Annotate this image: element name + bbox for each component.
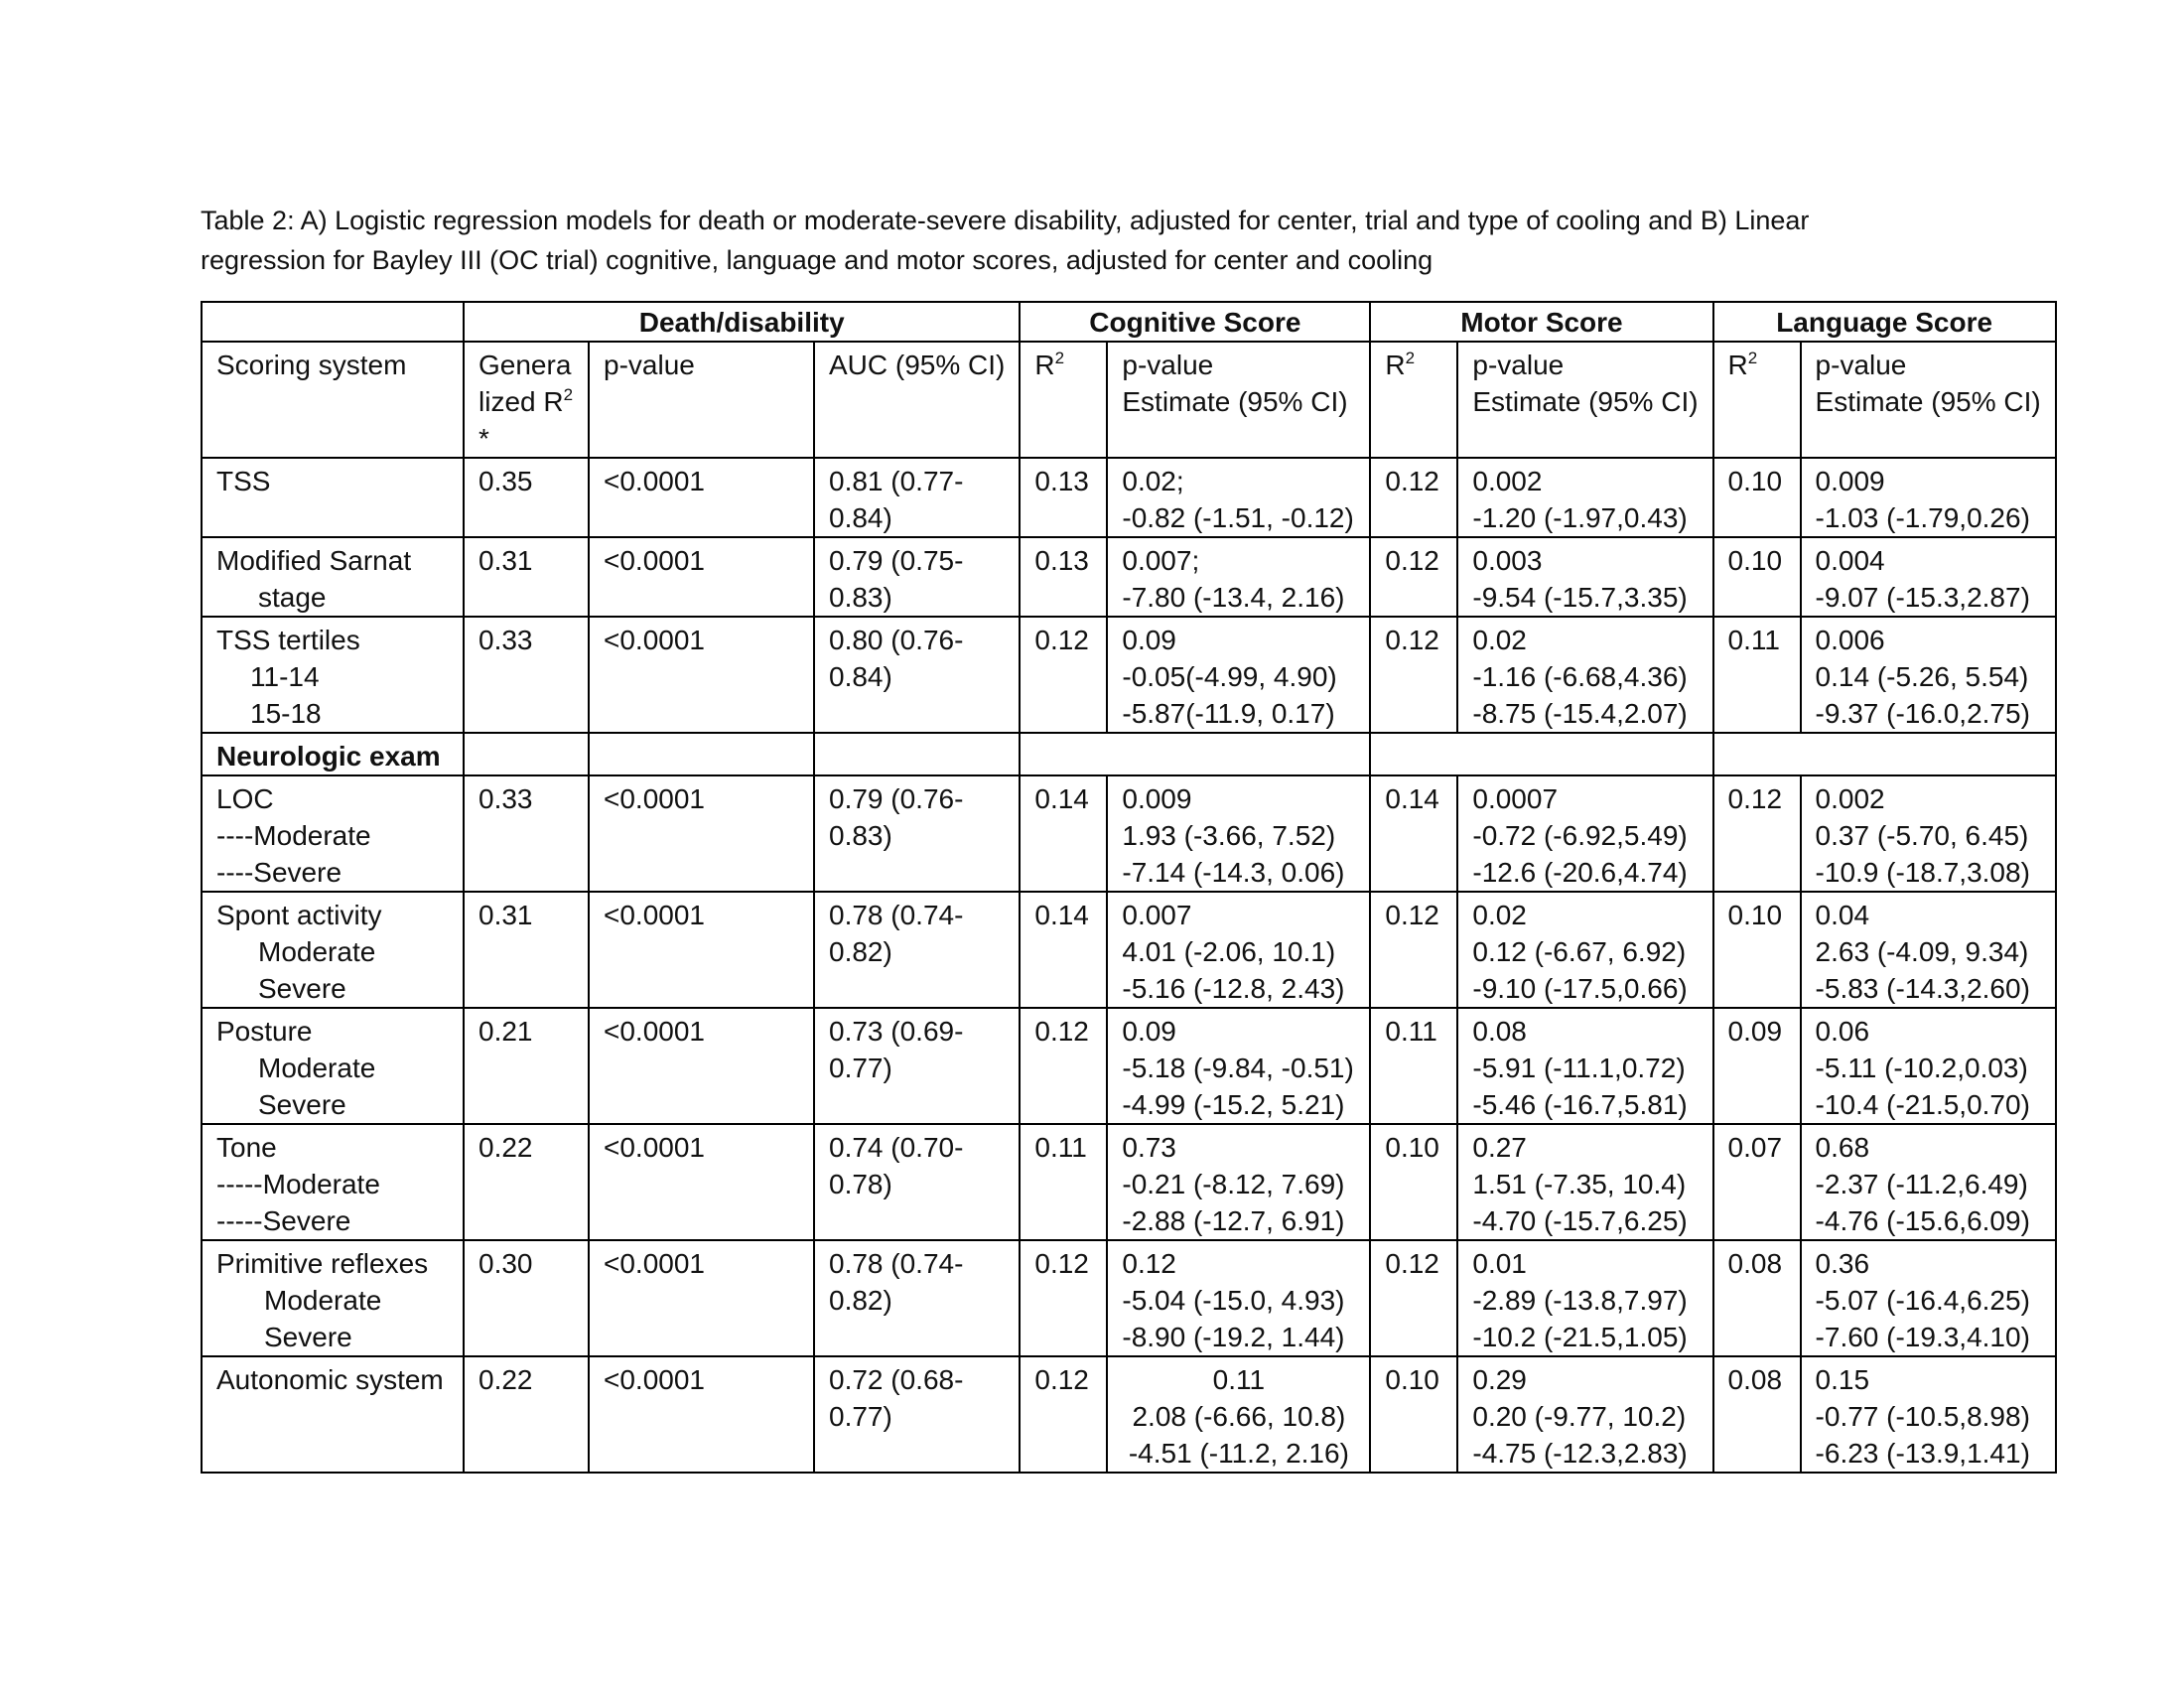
col-motor-r2: $R^2$ <box>1370 342 1457 458</box>
motor-estimate <box>1457 617 1712 733</box>
cell-line: -0.05(-4.99, 4.90) <box>1122 661 1337 692</box>
empty-cell <box>1020 733 1370 775</box>
cell-line: stage <box>258 582 327 613</box>
cell-line: 0.004 <box>1815 545 1885 576</box>
cell-line: TSS tertiles <box>216 625 360 655</box>
cell-line: 0.78 (0.74- <box>829 900 964 930</box>
cell-line: -7.14 (-14.3, 0.06) <box>1122 857 1345 888</box>
cognitive-r2-value: 0.13 <box>1020 537 1107 617</box>
row-label <box>202 1124 464 1240</box>
cell-line: 0.37 (-5.70, 6.45) <box>1815 820 2029 851</box>
cell-line: -6.23 (-13.9,1.41) <box>1815 1438 2030 1469</box>
cognitive-estimate <box>1107 617 1370 733</box>
table-row <box>202 1356 2056 1473</box>
group-language-score: Language Score <box>1713 302 2056 342</box>
cell-line: -10.2 (-21.5,1.05) <box>1472 1322 1688 1352</box>
cognitive-r2-value: 0.11 <box>1020 1124 1107 1240</box>
cell-line: 0.78 (0.74- <box>829 1248 964 1279</box>
caption-line-1: Table 2: A) Logistic regression models for death or moderate-severe disability, adjusted for center, trial and type of cooling and B) Linear <box>201 206 1810 235</box>
cell-line: 0.0007 <box>1472 783 1559 814</box>
cognitive-estimate <box>1107 537 1370 617</box>
language-r2-value: 0.08 <box>1713 1356 1801 1473</box>
col-cognitive-estimate: p-value Estimate (95% CI) <box>1107 342 1370 458</box>
motor-estimate <box>1457 1356 1712 1473</box>
row-label <box>202 775 464 892</box>
language-estimate <box>1801 1008 2056 1124</box>
cell-line: -9.10 (-17.5,0.66) <box>1472 973 1688 1004</box>
cell-line: Modified Sarnat <box>216 545 412 576</box>
cell-line: -8.90 (-19.2, 1.44) <box>1122 1322 1345 1352</box>
cell-line: 0.009 <box>1815 466 1885 496</box>
cell-line: -5.04 (-15.0, 4.93) <box>1122 1285 1345 1316</box>
cognitive-estimate <box>1107 1356 1370 1473</box>
cell-line: -12.6 (-20.6,4.74) <box>1472 857 1688 888</box>
motor-r2-value: 0.11 <box>1370 1008 1457 1124</box>
group-death-disability: Death/disability <box>464 302 1020 342</box>
auc-value <box>814 537 1020 617</box>
cell-line: 0.14 (-5.26, 5.54) <box>1815 661 2029 692</box>
cell-line: -4.51 (-11.2, 2.16) <box>1128 1438 1349 1469</box>
cell-line: 0.04 <box>1815 900 1870 930</box>
cell-line: 0.06 <box>1815 1016 1870 1047</box>
row-label <box>202 537 464 617</box>
cell-line: Moderate <box>258 936 376 967</box>
cell-line: 0.84) <box>829 502 892 533</box>
generalized-r2-value: 0.22 <box>464 1356 589 1473</box>
caption-line-2: regression for Bayley III (OC trial) cognitive, language and motor scores, adjusted for center and cooling <box>201 245 1433 275</box>
cell-line: 0.09 <box>1122 625 1176 655</box>
cell-line: 0.82) <box>829 936 892 967</box>
language-r2-value: 0.11 <box>1713 617 1801 733</box>
cell-line: Moderate <box>264 1285 382 1316</box>
table-row <box>202 1008 2056 1124</box>
cell-line: Severe <box>258 1089 346 1120</box>
cell-line: Autonomic system <box>216 1364 444 1395</box>
cell-line: 0.02 <box>1472 900 1527 930</box>
empty-cell <box>1370 733 1712 775</box>
cell-line: Severe <box>264 1322 352 1352</box>
p-value: <0.0001 <box>589 1356 814 1473</box>
motor-r2-value: 0.12 <box>1370 892 1457 1008</box>
table-row <box>202 617 2056 733</box>
empty-cell <box>464 733 589 775</box>
motor-r2-value: 0.12 <box>1370 617 1457 733</box>
cell-line: -1.20 (-1.97,0.43) <box>1472 502 1688 533</box>
language-r2-value: 0.08 <box>1713 1240 1801 1356</box>
cell-line: -5.91 (-11.1,0.72) <box>1472 1053 1686 1083</box>
p-value: <0.0001 <box>589 775 814 892</box>
cell-line: 0.15 <box>1815 1364 1870 1395</box>
cell-line: -1.03 (-1.79,0.26) <box>1815 502 2030 533</box>
results-table <box>201 301 2057 1474</box>
language-estimate <box>1801 537 2056 617</box>
cell-line: 2.63 (-4.09, 9.34) <box>1815 936 2029 967</box>
generalized-r2-value: 0.31 <box>464 537 589 617</box>
table-row <box>202 1240 2056 1356</box>
auc-value <box>814 1356 1020 1473</box>
cell-line: -10.4 (-21.5,0.70) <box>1815 1089 2030 1120</box>
cell-line: 0.77) <box>829 1053 892 1083</box>
cell-line: 0.12 <box>1122 1248 1176 1279</box>
p-value: <0.0001 <box>589 458 814 537</box>
row-label <box>202 1008 464 1124</box>
cell-line: -0.72 (-6.92,5.49) <box>1472 820 1688 851</box>
cell-line: 0.002 <box>1815 783 1885 814</box>
language-estimate <box>1801 617 2056 733</box>
row-label <box>202 1240 464 1356</box>
cell-line: -0.21 (-8.12, 7.69) <box>1122 1169 1345 1199</box>
cell-line: 0.20 (-9.77, 10.2) <box>1472 1401 1687 1432</box>
cell-line: 0.12 (-6.67, 6.92) <box>1472 936 1687 967</box>
cell-line: Tone <box>216 1132 277 1163</box>
cell-line: 11-14 <box>250 661 320 692</box>
table-row <box>202 892 2056 1008</box>
empty-corner-cell <box>202 302 464 342</box>
motor-r2-value: 0.10 <box>1370 1356 1457 1473</box>
cell-line: -5.07 (-16.4,6.25) <box>1815 1285 2030 1316</box>
cell-line: 2.08 (-6.66, 10.8) <box>1132 1401 1346 1432</box>
motor-estimate <box>1457 775 1712 892</box>
motor-r2-value: 0.14 <box>1370 775 1457 892</box>
cell-line: -2.89 (-13.8,7.97) <box>1472 1285 1688 1316</box>
cell-line: Spont activity <box>216 900 382 930</box>
cognitive-estimate <box>1107 1240 1370 1356</box>
row-label <box>202 892 464 1008</box>
cell-line: -9.07 (-15.3,2.87) <box>1815 582 2030 613</box>
cell-line: Posture <box>216 1016 313 1047</box>
cell-line: LOC <box>216 783 274 814</box>
motor-r2-value: 0.10 <box>1370 1124 1457 1240</box>
column-header-row <box>202 342 2056 458</box>
cell-line: 0.74 (0.70- <box>829 1132 964 1163</box>
cell-line: 1.93 (-3.66, 7.52) <box>1122 820 1336 851</box>
table-row <box>202 537 2056 617</box>
language-r2-value: 0.12 <box>1713 775 1801 892</box>
group-header-row <box>202 302 2056 342</box>
cell-line: 0.79 (0.76- <box>829 783 964 814</box>
p-value: <0.0001 <box>589 1240 814 1356</box>
cell-line: 0.02; <box>1122 466 1184 496</box>
cell-line: -5.11 (-10.2,0.03) <box>1815 1053 2028 1083</box>
cell-line: 15-18 <box>250 698 322 729</box>
generalized-r2-value: 0.21 <box>464 1008 589 1124</box>
table-row <box>202 1124 2056 1240</box>
auc-value <box>814 1240 1020 1356</box>
language-r2-value: 0.10 <box>1713 892 1801 1008</box>
cell-line: -2.88 (-12.7, 6.91) <box>1122 1205 1345 1236</box>
cell-line: 0.006 <box>1815 625 1885 655</box>
cognitive-r2-value: 0.14 <box>1020 775 1107 892</box>
cell-line: 0.82) <box>829 1285 892 1316</box>
generalized-r2-value: 0.31 <box>464 892 589 1008</box>
cell-line: -9.37 (-16.0,2.75) <box>1815 698 2030 729</box>
cell-line: -4.99 (-15.2, 5.21) <box>1122 1089 1345 1120</box>
col-auc: AUC (95% CI) <box>814 342 1020 458</box>
cell-line: 0.009 <box>1122 783 1192 814</box>
cell-line: 0.11 <box>1212 1364 1266 1395</box>
cell-line: Primitive reflexes <box>216 1248 429 1279</box>
row-label <box>202 617 464 733</box>
cell-line: -7.60 (-19.3,4.10) <box>1815 1322 2030 1352</box>
section-row <box>202 733 2056 775</box>
cell-line: -----Moderate <box>216 1169 380 1199</box>
col-generalized-r2: Genera lized $R^2$ * <box>464 342 589 458</box>
language-estimate <box>1801 1356 2056 1473</box>
row-label <box>202 1356 464 1473</box>
group-cognitive-score: Cognitive Score <box>1020 302 1370 342</box>
cell-line: -4.70 (-15.7,6.25) <box>1472 1205 1688 1236</box>
cell-line: -4.76 (-15.6,6.09) <box>1815 1205 2030 1236</box>
col-language-estimate: p-value Estimate (95% CI) <box>1801 342 2056 458</box>
cell-line: -5.83 (-14.3,2.60) <box>1815 973 2030 1004</box>
col-language-r2: $R^2$ <box>1713 342 1801 458</box>
cell-line: Severe <box>258 973 346 1004</box>
motor-r2-value: 0.12 <box>1370 537 1457 617</box>
cell-line: 0.73 <box>1122 1132 1176 1163</box>
motor-estimate <box>1457 1124 1712 1240</box>
cell-line: 0.80 (0.76- <box>829 625 964 655</box>
cognitive-r2-value: 0.13 <box>1020 458 1107 537</box>
col-cognitive-r2: $R^2$ <box>1020 342 1107 458</box>
cell-line: 0.007 <box>1122 900 1192 930</box>
generalized-r2-value: 0.33 <box>464 617 589 733</box>
motor-r2-value: 0.12 <box>1370 458 1457 537</box>
cell-line: 0.68 <box>1815 1132 1870 1163</box>
cell-line: 0.77) <box>829 1401 892 1432</box>
generalized-r2-value: 0.30 <box>464 1240 589 1356</box>
cognitive-r2-value: 0.12 <box>1020 1240 1107 1356</box>
col-scoring-system: Scoring system <box>202 342 464 458</box>
cell-line: -----Severe <box>216 1205 351 1236</box>
table-row <box>202 775 2056 892</box>
cognitive-estimate <box>1107 1124 1370 1240</box>
p-value: <0.0001 <box>589 1008 814 1124</box>
cell-line: ----Moderate <box>216 820 371 851</box>
cell-line: 0.36 <box>1815 1248 1870 1279</box>
motor-estimate <box>1457 1008 1712 1124</box>
auc-value <box>814 617 1020 733</box>
cognitive-r2-value: 0.12 <box>1020 1008 1107 1124</box>
motor-estimate <box>1457 458 1712 537</box>
cell-line: 0.003 <box>1472 545 1543 576</box>
empty-cell <box>814 733 1020 775</box>
group-motor-score: Motor Score <box>1370 302 1712 342</box>
table-row <box>202 458 2056 537</box>
motor-estimate <box>1457 1240 1712 1356</box>
cognitive-r2-value: 0.12 <box>1020 617 1107 733</box>
language-estimate <box>1801 775 2056 892</box>
auc-value <box>814 458 1020 537</box>
language-estimate <box>1801 892 2056 1008</box>
cell-line: -7.80 (-13.4, 2.16) <box>1122 582 1345 613</box>
row-label <box>202 458 464 537</box>
cell-line: -5.16 (-12.8, 2.43) <box>1122 973 1345 1004</box>
generalized-r2-value: 0.35 <box>464 458 589 537</box>
cell-line: 0.81 (0.77- <box>829 466 964 496</box>
language-r2-value: 0.07 <box>1713 1124 1801 1240</box>
cell-line: -10.9 (-18.7,3.08) <box>1815 857 2030 888</box>
cell-line: 0.01 <box>1472 1248 1527 1279</box>
cell-line: 0.29 <box>1472 1364 1527 1395</box>
empty-cell <box>589 733 814 775</box>
cell-line: -5.46 (-16.7,5.81) <box>1472 1089 1688 1120</box>
cell-line: -0.77 (-10.5,8.98) <box>1815 1401 2030 1432</box>
section-label: Neurologic exam <box>202 733 464 775</box>
auc-value <box>814 892 1020 1008</box>
cell-line: -5.18 (-9.84, -0.51) <box>1122 1053 1354 1083</box>
cell-line: 0.09 <box>1122 1016 1176 1047</box>
p-value: <0.0001 <box>589 617 814 733</box>
cell-line: -1.16 (-6.68,4.36) <box>1472 661 1688 692</box>
cell-line: Moderate <box>258 1053 376 1083</box>
cell-line: 0.83) <box>829 820 892 851</box>
cognitive-r2-value: 0.12 <box>1020 1356 1107 1473</box>
cell-line: 0.08 <box>1472 1016 1527 1047</box>
cell-line: -9.54 (-15.7,3.35) <box>1472 582 1688 613</box>
cell-line: 0.72 (0.68- <box>829 1364 964 1395</box>
cell-line: 0.78) <box>829 1169 892 1199</box>
language-r2-value: 0.10 <box>1713 537 1801 617</box>
motor-r2-value: 0.12 <box>1370 1240 1457 1356</box>
generalized-r2-value: 0.22 <box>464 1124 589 1240</box>
empty-cell <box>1713 733 2056 775</box>
col-motor-estimate: p-value Estimate (95% CI) <box>1457 342 1712 458</box>
cognitive-estimate <box>1107 892 1370 1008</box>
auc-value <box>814 775 1020 892</box>
cell-line: 1.51 (-7.35, 10.4) <box>1472 1169 1687 1199</box>
cell-line: 0.84) <box>829 661 892 692</box>
auc-value <box>814 1008 1020 1124</box>
motor-estimate <box>1457 537 1712 617</box>
col-p-value: p-value <box>589 342 814 458</box>
cell-line: 0.73 (0.69- <box>829 1016 964 1047</box>
cell-line: TSS <box>216 466 271 496</box>
p-value: <0.0001 <box>589 892 814 1008</box>
cell-line: -4.75 (-12.3,2.83) <box>1472 1438 1688 1469</box>
motor-estimate <box>1457 892 1712 1008</box>
auc-value <box>814 1124 1020 1240</box>
cell-line: 4.01 (-2.06, 10.1) <box>1122 936 1336 967</box>
language-r2-value: 0.09 <box>1713 1008 1801 1124</box>
cell-line: ----Severe <box>216 857 342 888</box>
cell-line: -2.37 (-11.2,6.49) <box>1815 1169 2028 1199</box>
cognitive-estimate <box>1107 1008 1370 1124</box>
language-estimate <box>1801 1124 2056 1240</box>
language-estimate <box>1801 1240 2056 1356</box>
cognitive-r2-value: 0.14 <box>1020 892 1107 1008</box>
cell-line: 0.007; <box>1122 545 1200 576</box>
cell-line: -0.82 (-1.51, -0.12) <box>1122 502 1354 533</box>
cognitive-estimate <box>1107 775 1370 892</box>
cell-line: -8.75 (-15.4,2.07) <box>1472 698 1688 729</box>
cell-line: 0.002 <box>1472 466 1543 496</box>
cognitive-estimate <box>1107 458 1370 537</box>
language-estimate <box>1801 458 2056 537</box>
table-caption <box>201 201 2047 280</box>
language-r2-value: 0.10 <box>1713 458 1801 537</box>
cell-line: 0.02 <box>1472 625 1527 655</box>
cell-line: 0.79 (0.75- <box>829 545 964 576</box>
cell-line: 0.83) <box>829 582 892 613</box>
cell-line: -5.87(-11.9, 0.17) <box>1122 698 1335 729</box>
p-value: <0.0001 <box>589 1124 814 1240</box>
generalized-r2-value: 0.33 <box>464 775 589 892</box>
p-value: <0.0001 <box>589 537 814 617</box>
cell-line: 0.27 <box>1472 1132 1527 1163</box>
